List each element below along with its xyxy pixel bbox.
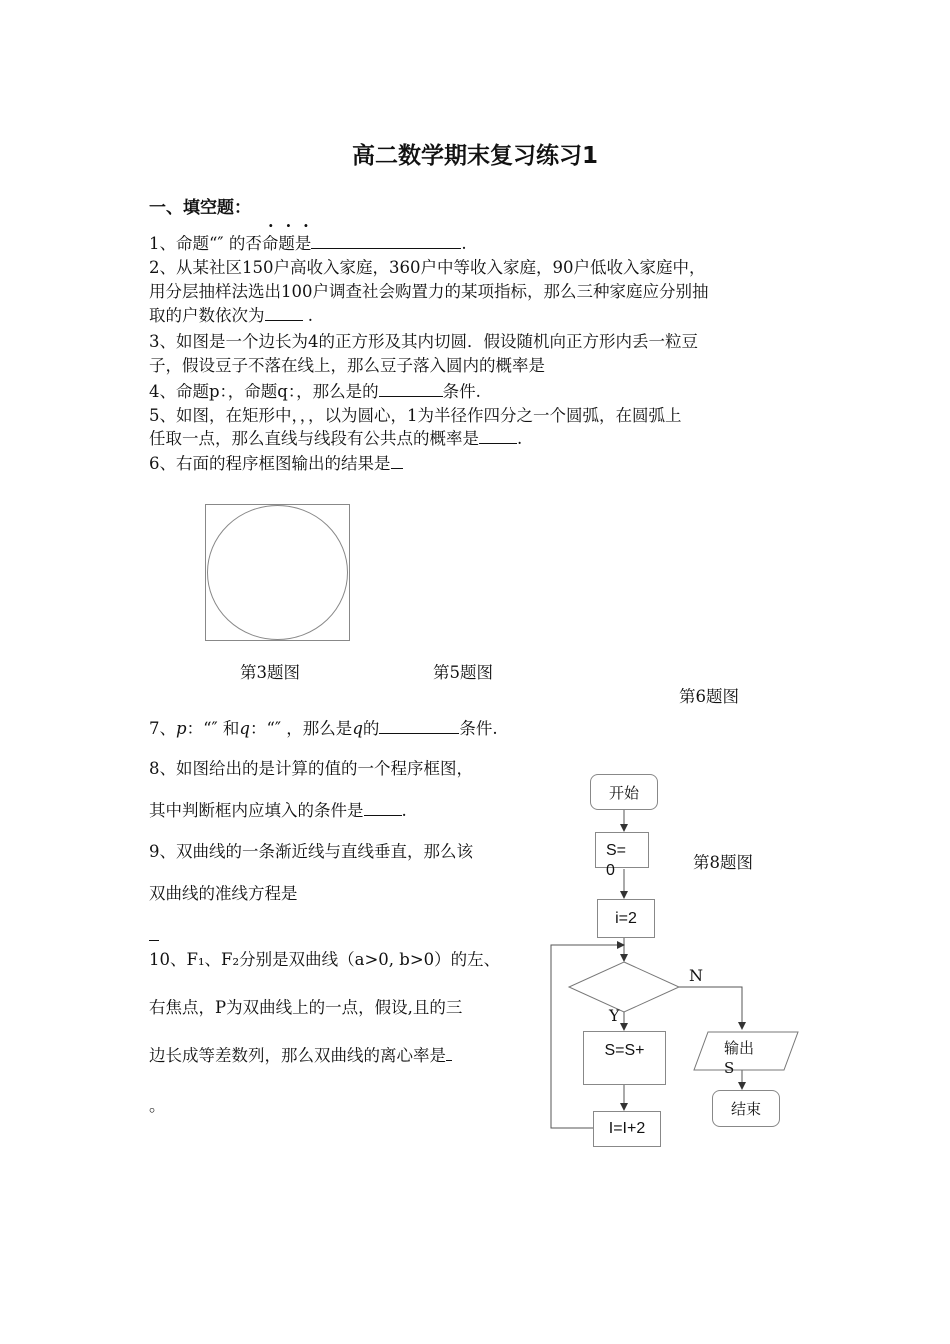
question-8-end: . [401,801,407,820]
caption-figure-5: 第5题图 [433,663,493,682]
question-7-end: 条件. [459,719,498,738]
question-2-line-3-text: 取的户数依次为 [149,306,265,325]
question-8-line-1: 8、如图给出的是计算的值的一个程序框图， [149,759,473,778]
flowchart-loop-body: S=S+ [583,1031,666,1085]
question-9-line-2: 双曲线的准线方程是 [149,884,298,903]
variable-q: q [239,719,250,738]
question-10-line-3-text: 边长成等差数列，那么双曲线的离心率是 [149,1046,446,1065]
flowchart-output: 输出 S [724,1039,755,1077]
question-1-end: . [461,234,467,253]
section-heading: 一、填空题： [149,198,251,218]
question-5-line-1: 5、如图，在矩形中，，，以为圆心，1为半径作四分之一个圆弧，在圆弧上 [149,406,682,425]
question-8-line-2-text: 其中判断框内应填入的条件是 [149,801,364,820]
flowchart-yes-label: Y [609,1006,620,1025]
question-3-line-2: 子，假设豆子不落在线上，那么豆子落入圆内的概率是 [149,356,545,375]
question-4-end: 条件. [442,382,481,401]
flowchart-no-label: N [689,966,703,985]
question-5-line-2-text: 任取一点，那么直线与线段有公共点的概率是 [149,429,479,448]
page-title: 高二数学期末复习练习1 [351,143,598,169]
question-2-end: . [307,306,313,325]
variable-p: p [176,719,187,738]
caption-figure-8: 第8题图 [693,853,753,872]
flowchart-init-i: i=2 [597,899,655,938]
question-2-line-1: 2、从某社区150户高收入家庭，360户中等收入家庭，90户低收入家庭中， [149,258,706,277]
question-6-text: 6、右面的程序框图输出的结果是 [149,454,391,473]
variable-q: q [352,719,363,738]
question-5-end: . [517,429,523,448]
flowchart-init-s: S= 0 [595,832,649,868]
question-2-line-2: 用分层抽样法选出100户调查社会购置力的某项指标，那么三种家庭应分别抽 [149,282,709,301]
flowchart-start: 开始 [590,774,658,810]
question-1-text: 1、命题“″ 的否命题是 [149,234,312,253]
question-9-line-1: 9、双曲线的一条渐近线与直线垂直，那么该 [149,842,473,861]
question-3-line-1: 3、如图是一个边长为4的正方形及其内切圆．假设随机向正方形内丢一粒豆 [149,332,698,351]
question-10-line-4: 。 [149,1096,166,1115]
question-7-prefix: 7、 [149,719,176,738]
question-10-line-2: 右焦点，P为双曲线上的一点，假设,且的三 [149,998,463,1017]
question-7-part-3: 的 [362,719,380,738]
question-4-text: 4、命题p：，命题q：，那么是的 [149,382,379,401]
question-7-part-2: ：“″ ，那么是 [249,719,353,738]
question-10-line-1: 10、F₁、F₂分别是双曲线（a>0, b>0）的左、 [149,950,501,969]
emphasis-dots: ... [268,212,321,231]
flowchart-end: 结束 [712,1090,780,1127]
flowchart-increment: I=I+2 [593,1111,661,1147]
question-7-part-1: ：“″ 和 [186,719,240,738]
arrow-decision-no [679,987,742,1029]
caption-figure-6: 第6题图 [679,687,739,706]
decision-diamond [569,962,679,1012]
caption-figure-3: 第3题图 [240,663,300,682]
